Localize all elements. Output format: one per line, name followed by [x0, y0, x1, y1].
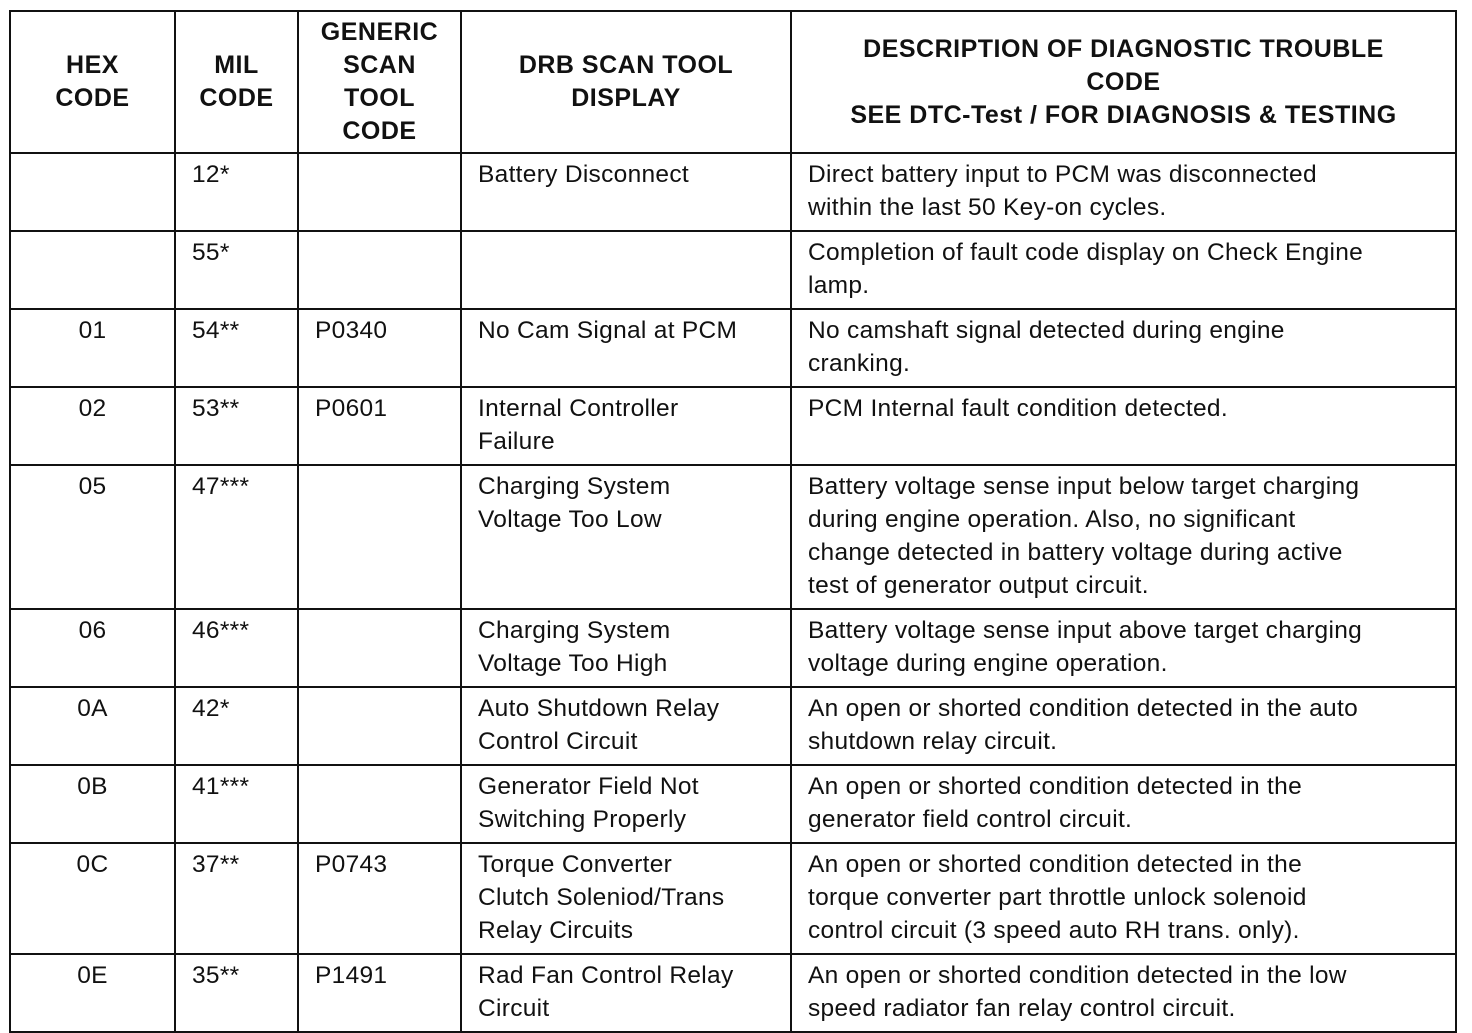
hex-code-cell: 01	[10, 309, 175, 387]
header-line: DRB SCAN TOOL	[518, 51, 734, 79]
header-drb-scan-tool-display	[461, 11, 791, 153]
description-cell-line: lamp.	[808, 272, 870, 299]
drb-display-cell-line: Charging System	[478, 473, 671, 500]
header-generic-scan-tool-code	[298, 11, 461, 153]
description-cell-line: speed radiator fan relay control circuit.	[808, 995, 1236, 1022]
mil-code-cell: 37**	[175, 843, 298, 954]
drb-display-cell-line: Voltage Too High	[478, 650, 668, 677]
generic-scan-code-cell: P1491	[298, 954, 461, 1032]
hex-code-cell	[10, 153, 175, 231]
drb-display-cell-line: Clutch Soleniod/Trans	[478, 884, 725, 911]
generic-scan-code-cell: P0601	[298, 387, 461, 465]
table-row	[10, 153, 1456, 231]
description-cell	[791, 954, 1456, 1032]
table-row	[10, 465, 1456, 609]
drb-display-cell-line: Generator Field Not	[478, 773, 699, 800]
description-cell-line: shutdown relay circuit.	[808, 728, 1058, 755]
drb-display-cell-line: No Cam Signal at PCM	[478, 317, 738, 344]
drb-display-cell-line: Torque Converter	[478, 851, 673, 878]
header-line: DESCRIPTION OF DIAGNOSTIC TROUBLE	[863, 34, 1384, 63]
table-header	[10, 11, 1456, 153]
hex-code-cell: 06	[10, 609, 175, 687]
header-line: MIL	[214, 51, 259, 79]
description-cell	[791, 309, 1456, 387]
description-cell-line: An open or shorted condition detected in the low	[808, 962, 1347, 989]
generic-scan-code-cell: P0340	[298, 309, 461, 387]
header-row	[10, 11, 1456, 153]
drb-display-cell	[461, 687, 791, 765]
description-cell-line: test of generator output circuit.	[808, 572, 1149, 599]
table-row	[10, 309, 1456, 387]
table-row	[10, 609, 1456, 687]
table-body	[10, 153, 1456, 1032]
drb-display-cell-line: Battery Disconnect	[478, 161, 690, 188]
mil-code-cell: 41***	[175, 765, 298, 843]
mil-code-cell: 55*	[175, 231, 298, 309]
header-line: SCAN	[343, 51, 416, 79]
drb-display-cell-line: Voltage Too Low	[478, 506, 662, 533]
drb-display-cell	[461, 843, 791, 954]
drb-display-cell	[461, 609, 791, 687]
header-line: CODE	[342, 117, 417, 145]
mil-code-cell: 12*	[175, 153, 298, 231]
hex-code-cell: 0B	[10, 765, 175, 843]
header-line: HEX	[66, 51, 119, 79]
generic-scan-code-cell	[298, 153, 461, 231]
drb-display-cell	[461, 309, 791, 387]
description-cell-line: cranking.	[808, 350, 911, 377]
header-line: CODE	[1086, 67, 1161, 96]
generic-scan-code-cell	[298, 609, 461, 687]
description-cell-line: PCM Internal fault condition detected.	[808, 395, 1228, 422]
header-mil-code	[175, 11, 298, 153]
description-cell-line: Battery voltage sense input above target charging	[808, 617, 1363, 644]
drb-display-cell	[461, 153, 791, 231]
mil-code-cell: 53**	[175, 387, 298, 465]
generic-scan-code-cell	[298, 231, 461, 309]
hex-code-cell: 05	[10, 465, 175, 609]
generic-scan-code-cell	[298, 465, 461, 609]
drb-display-cell-line: Relay Circuits	[478, 917, 634, 944]
description-cell-line: Completion of fault code display on Check Engine	[808, 239, 1364, 266]
generic-scan-code-cell: P0743	[298, 843, 461, 954]
header-line: CODE	[55, 84, 130, 112]
hex-code-cell	[10, 231, 175, 309]
description-cell-line: torque converter part throttle unlock solenoid	[808, 884, 1307, 911]
table-row	[10, 687, 1456, 765]
description-cell	[791, 609, 1456, 687]
table-row	[10, 765, 1456, 843]
header-line: GENERIC	[320, 18, 439, 46]
table-row	[10, 387, 1456, 465]
drb-display-cell-line: Control Circuit	[478, 728, 638, 755]
drb-display-cell	[461, 231, 791, 309]
drb-display-cell-line: Circuit	[478, 995, 550, 1022]
drb-display-cell	[461, 954, 791, 1032]
table-row	[10, 954, 1456, 1032]
description-cell-line: within the last 50 Key-on cycles.	[808, 194, 1167, 221]
description-cell	[791, 765, 1456, 843]
header-line: SEE DTC-Test / FOR DIAGNOSIS & TESTING	[850, 100, 1397, 129]
hex-code-cell: 02	[10, 387, 175, 465]
description-cell-line: Battery voltage sense input below target charging	[808, 473, 1360, 500]
hex-code-cell: 0A	[10, 687, 175, 765]
drb-display-cell-line: Failure	[478, 428, 555, 455]
drb-display-cell-line: Charging System	[478, 617, 671, 644]
drb-display-cell	[461, 765, 791, 843]
description-cell-line: Direct battery input to PCM was disconnected	[808, 161, 1317, 188]
description-cell	[791, 231, 1456, 309]
description-cell-line: during engine operation. Also, no significant	[808, 506, 1296, 533]
header-description	[791, 11, 1456, 153]
description-cell	[791, 387, 1456, 465]
table-row	[10, 231, 1456, 309]
hex-code-cell: 0E	[10, 954, 175, 1032]
drb-display-cell	[461, 387, 791, 465]
description-cell	[791, 465, 1456, 609]
description-cell-line: An open or shorted condition detected in the	[808, 851, 1303, 878]
description-cell-line: control circuit (3 speed auto RH trans. only).	[808, 917, 1300, 944]
description-cell-line: An open or shorted condition detected in the auto	[808, 695, 1359, 722]
mil-code-cell: 46***	[175, 609, 298, 687]
drb-display-cell-line: Rad Fan Control Relay	[478, 962, 734, 989]
description-cell-line: No camshaft signal detected during engine	[808, 317, 1285, 344]
generic-scan-code-cell	[298, 765, 461, 843]
drb-display-cell-line: Internal Controller	[478, 395, 679, 422]
dtc-table	[9, 10, 1457, 1033]
hex-code-cell: 0C	[10, 843, 175, 954]
description-cell-line: generator field control circuit.	[808, 806, 1133, 833]
mil-code-cell: 42*	[175, 687, 298, 765]
header-line: TOOL	[344, 84, 415, 112]
mil-code-cell: 35**	[175, 954, 298, 1032]
table-row	[10, 843, 1456, 954]
description-cell-line: An open or shorted condition detected in the	[808, 773, 1303, 800]
description-cell-line: change detected in battery voltage during active	[808, 539, 1343, 566]
generic-scan-code-cell	[298, 687, 461, 765]
header-hex-code	[10, 11, 175, 153]
header-line: CODE	[199, 84, 274, 112]
description-cell	[791, 153, 1456, 231]
header-line: DISPLAY	[571, 84, 681, 112]
mil-code-cell: 54**	[175, 309, 298, 387]
drb-display-cell-line: Auto Shutdown Relay	[478, 695, 720, 722]
drb-display-cell	[461, 465, 791, 609]
drb-display-cell-line: Switching Properly	[478, 806, 687, 833]
description-cell	[791, 687, 1456, 765]
description-cell	[791, 843, 1456, 954]
description-cell-line: voltage during engine operation.	[808, 650, 1168, 677]
mil-code-cell: 47***	[175, 465, 298, 609]
